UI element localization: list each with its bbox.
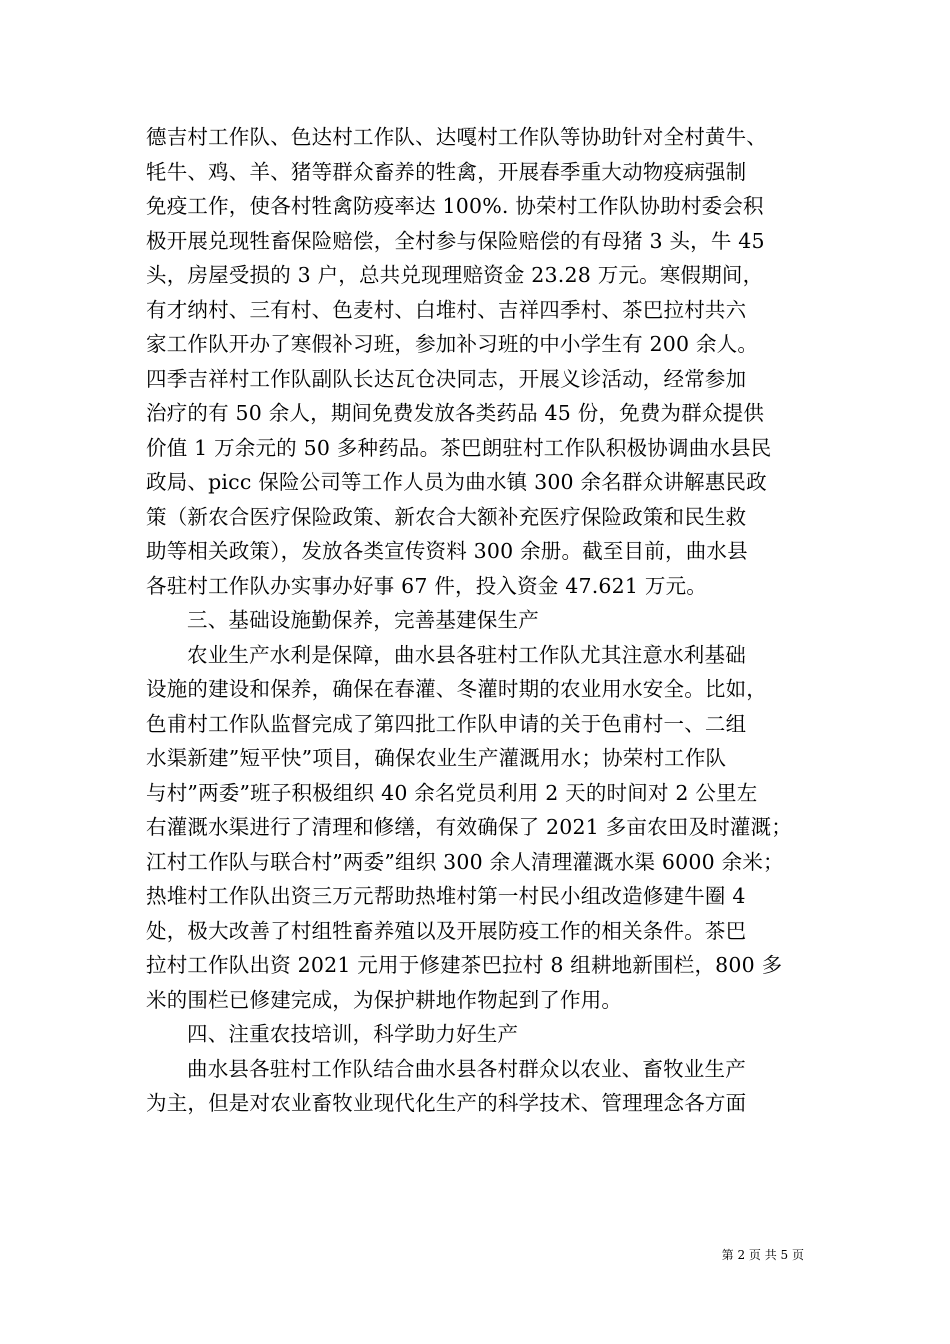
text-line: 处，极大改善了村组牲畜养殖以及开展防疫工作的相关条件。茶巴 xyxy=(146,918,747,943)
text-line: 色甫村工作队监督完成了第四批工作队申请的关于色甫村一、二组 xyxy=(146,711,747,736)
text-line: 与村”两委”班子积极组织 40 余名党员利用 2 天的时间对 2 公里左 xyxy=(146,780,758,805)
text-line: 家工作队开办了寒假补习班，参加补习班的中小学生有 200 余人。 xyxy=(146,332,759,356)
text-line: 政局、picc 保险公司等工作人员为曲水镇 300 余名群众讲解惠民政 xyxy=(146,470,767,494)
text-line: 米的围栏已修建完成，为保护耕地作物起到了作用。 xyxy=(146,987,623,1012)
text-line: 牦牛、鸡、羊、猪等群众畜养的牲禽，开展春季重大动物疫病强制 xyxy=(146,159,747,184)
text-line: 热堆村工作队出资三万元帮助热堆村第一村民小组改造修建牛圈 4 xyxy=(146,884,746,908)
text-line: 免疫工作，使各村牲禽防疫率达 100%. 协荣村工作队协助村委会积 xyxy=(146,194,764,218)
text-line: 德吉村工作队、色达村工作队、达嘎村工作队等协助针对全村黄牛、 xyxy=(146,125,767,149)
text-line: 农业生产水利是保障，曲水县各驻村工作队尤其注意水利基础 xyxy=(187,642,746,667)
text-line: 右灌溉水渠进行了清理和修缮，有效确保了 2021 多亩农田及时灌溉； xyxy=(146,815,793,839)
text-line: 水渠新建”短平快”项目，确保农业生产灌溉用水；协荣村工作队 xyxy=(146,746,727,770)
document-body xyxy=(146,120,810,1121)
text-line: 极开展兑现牲畜保险赔偿，全村参与保险赔偿的有母猪 3 头，牛 45 xyxy=(146,228,765,253)
text-line: 三、基础设施勤保养，完善基建保生产 xyxy=(187,608,539,632)
text-line: 助等相关政策），发放各类宣传资料 300 余册。截至目前，曲水县 xyxy=(146,539,748,563)
text-line: 拉村工作队出资 2021 元用于修建茶巴拉村 8 组耕地新围栏，800 多 xyxy=(146,953,783,977)
page-number: 第 2 页 共 5 页 xyxy=(721,1248,804,1262)
text-line: 为主，但是对农业畜牧业现代化生产的科学技术、管理理念各方面 xyxy=(146,1091,747,1115)
text-line: 设施的建设和保养，确保在春灌、冬灌时期的农业用水安全。比如， xyxy=(146,677,767,701)
text-line: 曲水县各驻村工作队结合曲水县各村群众以农业、畜牧业生产 xyxy=(187,1056,746,1081)
text-line: 头，房屋受损的 3 户，总共兑现理赔资金 23.28 万元。寒假期间， xyxy=(146,263,764,287)
text-line: 四季吉祥村工作队副队长达瓦仓决同志，开展义诊活动，经常参加 xyxy=(146,366,747,391)
text-line: 江村工作队与联合村”两委”组织 300 余人清理灌溉水渠 6000 余米； xyxy=(146,849,784,874)
text-line: 治疗的有 50 余人，期间免费发放各类药品 45 份，免费为群众提供 xyxy=(146,401,765,425)
text-line: 四、注重农技培训，科学助力好生产 xyxy=(187,1022,519,1046)
text-line: 各驻村工作队办实事办好事 67 件，投入资金 47.621 万元。 xyxy=(146,573,707,598)
text-line: 有才纳村、三有村、色麦村、白堆村、吉祥四季村、茶巴拉村共六 xyxy=(146,297,747,322)
text-line: 策（新农合医疗保险政策、新农合大额补充医疗保险政策和民生救 xyxy=(146,504,747,529)
text-line: 价值 1 万余元的 50 多种药品。茶巴朗驻村工作队积极协调曲水县民 xyxy=(146,435,772,460)
